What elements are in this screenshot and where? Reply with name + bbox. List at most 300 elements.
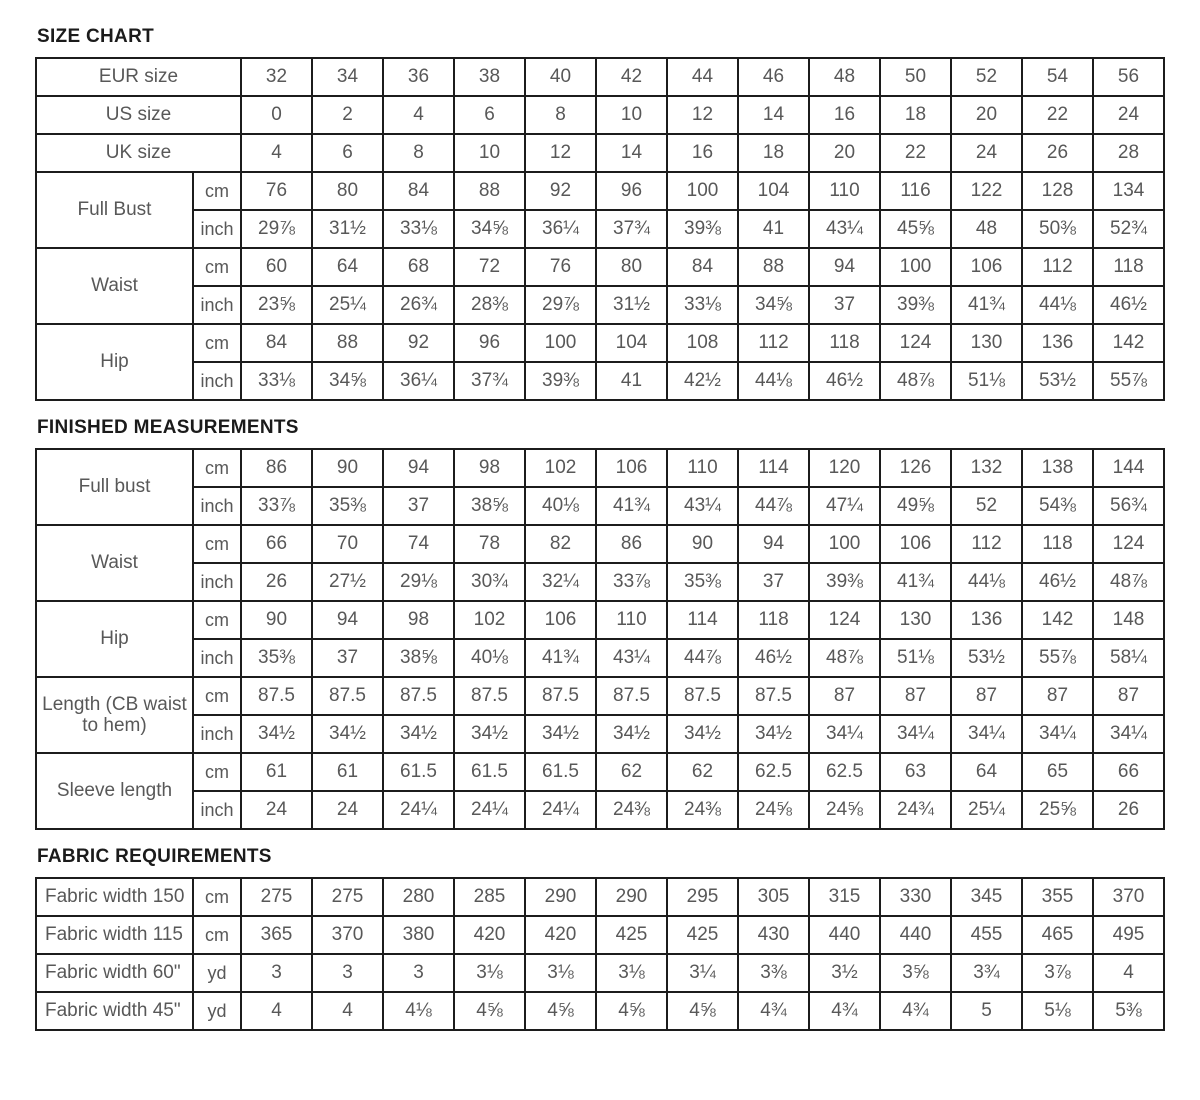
value-cell: 315 — [809, 878, 880, 916]
value-cell: 5 — [951, 992, 1022, 1030]
value-cell: 96 — [454, 324, 525, 362]
value-cell: 41¾ — [596, 487, 667, 525]
value-cell: 370 — [1093, 878, 1164, 916]
value-cell: 30¾ — [454, 563, 525, 601]
value-cell: 102 — [454, 601, 525, 639]
value-cell: 465 — [1022, 916, 1093, 954]
row-label-cell: Hip — [36, 601, 193, 677]
value-cell: 118 — [809, 324, 880, 362]
value-cell: 84 — [383, 172, 454, 210]
value-cell: 41¾ — [525, 639, 596, 677]
value-cell: 116 — [880, 172, 951, 210]
value-cell: 275 — [312, 878, 383, 916]
value-cell: 76 — [241, 172, 312, 210]
value-cell: 39⅜ — [809, 563, 880, 601]
table-row — [36, 639, 1164, 677]
value-cell: 34½ — [312, 715, 383, 753]
value-cell: 100 — [880, 248, 951, 286]
value-cell: 46 — [738, 58, 809, 96]
value-cell: 128 — [1022, 172, 1093, 210]
value-cell: 26 — [241, 563, 312, 601]
value-cell: 24 — [312, 791, 383, 829]
value-cell: 24¼ — [525, 791, 596, 829]
value-cell: 4⅝ — [596, 992, 667, 1030]
value-cell: 66 — [241, 525, 312, 563]
value-cell: 63 — [880, 753, 951, 791]
value-cell: 22 — [1022, 96, 1093, 134]
value-cell: 61.5 — [383, 753, 454, 791]
row-label-cell: UK size — [36, 134, 241, 172]
value-cell: 42½ — [667, 362, 738, 400]
table-row — [36, 878, 1164, 916]
value-cell: 112 — [738, 324, 809, 362]
value-cell: 420 — [525, 916, 596, 954]
value-cell: 80 — [596, 248, 667, 286]
value-cell: 41 — [738, 210, 809, 248]
value-cell: 4 — [383, 96, 454, 134]
value-cell: 10 — [596, 96, 667, 134]
value-cell: 53½ — [951, 639, 1022, 677]
table-row — [36, 954, 1164, 992]
value-cell: 136 — [951, 601, 1022, 639]
row-label-cell: Full Bust — [36, 172, 193, 248]
value-cell: 56 — [1093, 58, 1164, 96]
value-cell: 44⅛ — [951, 563, 1022, 601]
value-cell: 44⅛ — [1022, 286, 1093, 324]
value-cell: 3 — [241, 954, 312, 992]
value-cell: 87.5 — [383, 677, 454, 715]
value-cell: 64 — [951, 753, 1022, 791]
size-chart-table-body — [36, 58, 1164, 400]
table-row — [36, 172, 1164, 210]
value-cell: 29⅛ — [383, 563, 454, 601]
value-cell: 36¼ — [383, 362, 454, 400]
value-cell: 34½ — [596, 715, 667, 753]
value-cell: 40⅛ — [454, 639, 525, 677]
unit-cell: cm — [193, 601, 241, 639]
table-row — [36, 992, 1164, 1030]
value-cell: 104 — [738, 172, 809, 210]
value-cell: 104 — [596, 324, 667, 362]
value-cell: 124 — [809, 601, 880, 639]
value-cell: 345 — [951, 878, 1022, 916]
value-cell: 3⅞ — [1022, 954, 1093, 992]
value-cell: 65 — [1022, 753, 1093, 791]
value-cell: 84 — [667, 248, 738, 286]
row-label-cell: Fabric width 150 — [36, 878, 193, 916]
value-cell: 50 — [880, 58, 951, 96]
unit-cell: inch — [193, 362, 241, 400]
value-cell: 24⅜ — [667, 791, 738, 829]
value-cell: 124 — [1093, 525, 1164, 563]
value-cell: 40⅛ — [525, 487, 596, 525]
value-cell: 61 — [241, 753, 312, 791]
value-cell: 87 — [951, 677, 1022, 715]
value-cell: 122 — [951, 172, 1022, 210]
value-cell: 87 — [809, 677, 880, 715]
table-row — [36, 362, 1164, 400]
value-cell: 3⅜ — [738, 954, 809, 992]
unit-cell: cm — [193, 916, 241, 954]
value-cell: 62.5 — [738, 753, 809, 791]
value-cell: 74 — [383, 525, 454, 563]
value-cell: 87 — [1093, 677, 1164, 715]
value-cell: 50⅜ — [1022, 210, 1093, 248]
value-cell: 106 — [951, 248, 1022, 286]
value-cell: 355 — [1022, 878, 1093, 916]
value-cell: 6 — [454, 96, 525, 134]
value-cell: 34⅝ — [312, 362, 383, 400]
value-cell: 34½ — [383, 715, 454, 753]
value-cell: 55⅞ — [1022, 639, 1093, 677]
value-cell: 87 — [880, 677, 951, 715]
value-cell: 34¼ — [951, 715, 1022, 753]
value-cell: 100 — [525, 324, 596, 362]
value-cell: 130 — [951, 324, 1022, 362]
value-cell: 290 — [596, 878, 667, 916]
unit-cell: yd — [193, 992, 241, 1030]
table-row — [36, 210, 1164, 248]
value-cell: 3⅝ — [880, 954, 951, 992]
value-cell: 35⅜ — [241, 639, 312, 677]
value-cell: 37 — [312, 639, 383, 677]
value-cell: 16 — [667, 134, 738, 172]
value-cell: 110 — [596, 601, 667, 639]
value-cell: 22 — [880, 134, 951, 172]
value-cell: 88 — [738, 248, 809, 286]
fabric-requirements-section — [35, 846, 1170, 1031]
value-cell: 3 — [312, 954, 383, 992]
unit-cell: cm — [193, 677, 241, 715]
unit-cell: inch — [193, 210, 241, 248]
value-cell: 26¾ — [383, 286, 454, 324]
value-cell: 136 — [1022, 324, 1093, 362]
finished-measurements-title: FINISHED MEASUREMENTS — [37, 417, 299, 438]
value-cell: 142 — [1093, 324, 1164, 362]
value-cell: 4⅝ — [667, 992, 738, 1030]
value-cell: 148 — [1093, 601, 1164, 639]
unit-cell: inch — [193, 563, 241, 601]
value-cell: 126 — [880, 449, 951, 487]
value-cell: 38 — [454, 58, 525, 96]
table-row — [36, 715, 1164, 753]
value-cell: 36¼ — [525, 210, 596, 248]
value-cell: 62 — [667, 753, 738, 791]
value-cell: 43¼ — [667, 487, 738, 525]
fabric-requirements-table — [35, 877, 1165, 1031]
row-label-cell: US size — [36, 96, 241, 134]
unit-cell: cm — [193, 878, 241, 916]
value-cell: 53½ — [1022, 362, 1093, 400]
value-cell: 34½ — [241, 715, 312, 753]
value-cell: 4¾ — [880, 992, 951, 1030]
value-cell: 440 — [809, 916, 880, 954]
value-cell: 62 — [596, 753, 667, 791]
table-row — [36, 753, 1164, 791]
value-cell: 87 — [1022, 677, 1093, 715]
value-cell: 3¾ — [951, 954, 1022, 992]
value-cell: 120 — [809, 449, 880, 487]
value-cell: 34⅝ — [454, 210, 525, 248]
finished-measurements-table-body — [36, 449, 1164, 829]
value-cell: 8 — [383, 134, 454, 172]
value-cell: 100 — [667, 172, 738, 210]
value-cell: 114 — [667, 601, 738, 639]
value-cell: 138 — [1022, 449, 1093, 487]
value-cell: 34½ — [525, 715, 596, 753]
value-cell: 61 — [312, 753, 383, 791]
row-label-cell: Fabric width 60" — [36, 954, 193, 992]
value-cell: 37 — [809, 286, 880, 324]
table-row — [36, 916, 1164, 954]
row-label-cell: Hip — [36, 324, 193, 400]
value-cell: 3 — [383, 954, 454, 992]
value-cell: 34½ — [454, 715, 525, 753]
table-row — [36, 58, 1164, 96]
value-cell: 37¾ — [454, 362, 525, 400]
unit-cell: cm — [193, 172, 241, 210]
value-cell: 47¼ — [809, 487, 880, 525]
value-cell: 31½ — [596, 286, 667, 324]
value-cell: 42 — [596, 58, 667, 96]
value-cell: 26 — [1022, 134, 1093, 172]
value-cell: 86 — [241, 449, 312, 487]
value-cell: 24⅝ — [809, 791, 880, 829]
value-cell: 55⅞ — [1093, 362, 1164, 400]
table-row — [36, 286, 1164, 324]
table-row — [36, 601, 1164, 639]
value-cell: 24⅝ — [738, 791, 809, 829]
value-cell: 2 — [312, 96, 383, 134]
value-cell: 130 — [880, 601, 951, 639]
row-label-cell: Waist — [36, 525, 193, 601]
value-cell: 8 — [525, 96, 596, 134]
value-cell: 92 — [383, 324, 454, 362]
value-cell: 86 — [596, 525, 667, 563]
size-chart-table — [35, 57, 1165, 401]
value-cell: 41 — [596, 362, 667, 400]
fabric-requirements-title: FABRIC REQUIREMENTS — [37, 846, 272, 867]
value-cell: 28⅜ — [454, 286, 525, 324]
value-cell: 33⅞ — [241, 487, 312, 525]
value-cell: 25⅝ — [1022, 791, 1093, 829]
table-row — [36, 134, 1164, 172]
value-cell: 4⅝ — [454, 992, 525, 1030]
value-cell: 32 — [241, 58, 312, 96]
value-cell: 27½ — [312, 563, 383, 601]
value-cell: 54 — [1022, 58, 1093, 96]
value-cell: 76 — [525, 248, 596, 286]
value-cell: 425 — [667, 916, 738, 954]
row-label-cell: Waist — [36, 248, 193, 324]
row-label-cell: Full bust — [36, 449, 193, 525]
unit-cell: cm — [193, 248, 241, 286]
unit-cell: inch — [193, 639, 241, 677]
unit-cell: cm — [193, 324, 241, 362]
value-cell: 46½ — [738, 639, 809, 677]
value-cell: 118 — [738, 601, 809, 639]
value-cell: 495 — [1093, 916, 1164, 954]
value-cell: 16 — [809, 96, 880, 134]
value-cell: 51⅛ — [951, 362, 1022, 400]
value-cell: 87.5 — [454, 677, 525, 715]
value-cell: 430 — [738, 916, 809, 954]
value-cell: 112 — [951, 525, 1022, 563]
value-cell: 4 — [241, 992, 312, 1030]
value-cell: 24 — [951, 134, 1022, 172]
value-cell: 112 — [1022, 248, 1093, 286]
value-cell: 20 — [951, 96, 1022, 134]
value-cell: 37 — [738, 563, 809, 601]
unit-cell: yd — [193, 954, 241, 992]
value-cell: 34¼ — [880, 715, 951, 753]
value-cell: 96 — [596, 172, 667, 210]
value-cell: 80 — [312, 172, 383, 210]
value-cell: 455 — [951, 916, 1022, 954]
value-cell: 61.5 — [525, 753, 596, 791]
value-cell: 305 — [738, 878, 809, 916]
value-cell: 3½ — [809, 954, 880, 992]
size-chart-title: SIZE CHART — [37, 26, 154, 47]
value-cell: 90 — [667, 525, 738, 563]
value-cell: 29⅞ — [241, 210, 312, 248]
value-cell: 110 — [809, 172, 880, 210]
value-cell: 365 — [241, 916, 312, 954]
row-label-cell: Length (CB waist to hem) — [36, 677, 193, 753]
value-cell: 60 — [241, 248, 312, 286]
value-cell: 118 — [1093, 248, 1164, 286]
table-row — [36, 324, 1164, 362]
value-cell: 87.5 — [312, 677, 383, 715]
value-cell: 0 — [241, 96, 312, 134]
value-cell: 87.5 — [525, 677, 596, 715]
value-cell: 90 — [312, 449, 383, 487]
value-cell: 4⅛ — [383, 992, 454, 1030]
value-cell: 114 — [738, 449, 809, 487]
value-cell: 84 — [241, 324, 312, 362]
value-cell: 3⅛ — [596, 954, 667, 992]
value-cell: 46½ — [1093, 286, 1164, 324]
value-cell: 106 — [596, 449, 667, 487]
table-row — [36, 791, 1164, 829]
value-cell: 82 — [525, 525, 596, 563]
value-cell: 87.5 — [667, 677, 738, 715]
value-cell: 66 — [1093, 753, 1164, 791]
value-cell: 32¼ — [525, 563, 596, 601]
value-cell: 18 — [738, 134, 809, 172]
value-cell: 54⅜ — [1022, 487, 1093, 525]
value-cell: 39⅜ — [880, 286, 951, 324]
value-cell: 35⅜ — [312, 487, 383, 525]
value-cell: 39⅜ — [667, 210, 738, 248]
table-row — [36, 449, 1164, 487]
value-cell: 110 — [667, 449, 738, 487]
value-cell: 440 — [880, 916, 951, 954]
value-cell: 18 — [880, 96, 951, 134]
unit-cell: cm — [193, 449, 241, 487]
value-cell: 4⅝ — [525, 992, 596, 1030]
value-cell: 370 — [312, 916, 383, 954]
value-cell: 44⅞ — [738, 487, 809, 525]
value-cell: 87.5 — [241, 677, 312, 715]
value-cell: 4¾ — [738, 992, 809, 1030]
value-cell: 106 — [525, 601, 596, 639]
value-cell: 37¾ — [596, 210, 667, 248]
value-cell: 34½ — [667, 715, 738, 753]
value-cell: 51⅛ — [880, 639, 951, 677]
value-cell: 33⅛ — [241, 362, 312, 400]
value-cell: 70 — [312, 525, 383, 563]
value-cell: 24⅜ — [596, 791, 667, 829]
value-cell: 58¼ — [1093, 639, 1164, 677]
value-cell: 24¼ — [454, 791, 525, 829]
value-cell: 90 — [241, 601, 312, 639]
unit-cell: cm — [193, 525, 241, 563]
value-cell: 41¾ — [880, 563, 951, 601]
value-cell: 280 — [383, 878, 454, 916]
value-cell: 49⅝ — [880, 487, 951, 525]
value-cell: 20 — [809, 134, 880, 172]
table-row — [36, 487, 1164, 525]
table-row — [36, 563, 1164, 601]
value-cell: 78 — [454, 525, 525, 563]
value-cell: 48⅞ — [880, 362, 951, 400]
value-cell: 48⅞ — [1093, 563, 1164, 601]
value-cell: 134 — [1093, 172, 1164, 210]
value-cell: 24 — [1093, 96, 1164, 134]
value-cell: 88 — [454, 172, 525, 210]
value-cell: 33⅛ — [383, 210, 454, 248]
value-cell: 98 — [383, 601, 454, 639]
value-cell: 108 — [667, 324, 738, 362]
value-cell: 4 — [312, 992, 383, 1030]
value-cell: 29⅞ — [525, 286, 596, 324]
value-cell: 64 — [312, 248, 383, 286]
value-cell: 44 — [667, 58, 738, 96]
value-cell: 4 — [1093, 954, 1164, 992]
value-cell: 23⅝ — [241, 286, 312, 324]
value-cell: 102 — [525, 449, 596, 487]
table-row — [36, 525, 1164, 563]
value-cell: 4 — [241, 134, 312, 172]
value-cell: 87.5 — [596, 677, 667, 715]
value-cell: 87.5 — [738, 677, 809, 715]
value-cell: 46½ — [809, 362, 880, 400]
unit-cell: inch — [193, 286, 241, 324]
value-cell: 68 — [383, 248, 454, 286]
value-cell: 94 — [383, 449, 454, 487]
row-label-cell: EUR size — [36, 58, 241, 96]
value-cell: 33⅛ — [667, 286, 738, 324]
value-cell: 62.5 — [809, 753, 880, 791]
value-cell: 36 — [383, 58, 454, 96]
value-cell: 124 — [880, 324, 951, 362]
value-cell: 3¼ — [667, 954, 738, 992]
value-cell: 38⅝ — [454, 487, 525, 525]
value-cell: 46½ — [1022, 563, 1093, 601]
value-cell: 56¾ — [1093, 487, 1164, 525]
value-cell: 88 — [312, 324, 383, 362]
value-cell: 14 — [738, 96, 809, 134]
value-cell: 44⅛ — [738, 362, 809, 400]
value-cell: 34⅝ — [738, 286, 809, 324]
finished-measurements-section — [35, 417, 1170, 830]
value-cell: 92 — [525, 172, 596, 210]
value-cell: 38⅝ — [383, 639, 454, 677]
table-row — [36, 96, 1164, 134]
value-cell: 34¼ — [1093, 715, 1164, 753]
size-chart-section — [35, 26, 1170, 401]
